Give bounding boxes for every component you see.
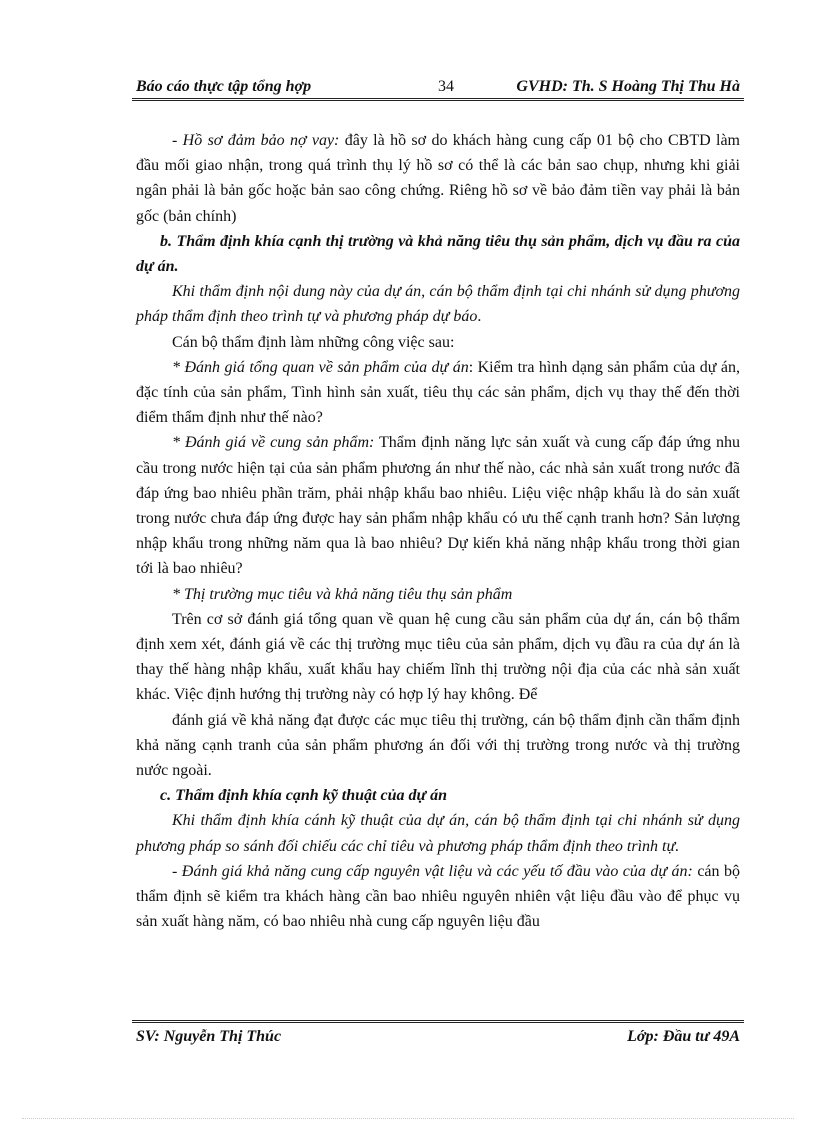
page-number: 34 [438, 78, 454, 95]
heading-c: c. Thẩm định khía cạnh kỹ thuật của dự án [160, 787, 447, 805]
supply-label: * Đánh giá về cung sản phẩm: [172, 434, 375, 452]
document-body [136, 128, 740, 935]
raw-materials-label: - Đánh giá khả năng cung cấp nguyên vật liệu và các yếu tố đầu vào của dự án: [172, 862, 693, 880]
heading-b: b. Thẩm định khía cạnh thị trường và khả năng tiêu thụ sản phẩm, dịch vụ đầu ra của dự án. [136, 232, 740, 276]
supply-text: Thẩm định năng lực sản xuất và cung cấp đáp ứng nhu cầu trong nước hiện tại của sản phẩm phương án như thế nào, các nhà sản xuất trong nước đã đáp ứng bao nhiêu phần trăm, phải nhập khẩu bao nhiêu. Liệu việc nhập khẩu là do sản xuất trong nước chưa đáp ứng được hay sản phẩm nhập khẩu có ưu thế cạnh tranh hơn? Sản lượng nhập khẩu trong những năm qua là bao nhiêu? Dự kiến khả năng nhập khẩu trong thời gian tới là bao nhiêu? [136, 434, 740, 578]
product-overview-label: * Đánh giá tổng quan về sản phẩm của dự án [172, 358, 469, 376]
page-edge-dots [22, 1118, 794, 1119]
market-intro-text: Khi thẩm định nội dung này của dự án, cán bộ thẩm định tại chi nhánh sử dụng phương pháp thẩm định theo trình tự và phương pháp dự báo [136, 283, 740, 326]
footer-divider [132, 1020, 744, 1023]
page-header [136, 66, 740, 96]
loan-security-text: đây là hồ sơ do khách hàng cung cấp 01 bộ cho CBTD làm đầu mối giao nhận, trong quá trình thụ lý hồ sơ có thể là các bản sao chụp, nhưng khi giải ngân phải là bản gốc hoặc bản sao công chứng. Riêng hồ sơ về bảo đảm tiền vay phải là bản gốc (bản chính) [136, 132, 740, 225]
paragraph-product-overview [136, 355, 740, 431]
paragraph-target-market: Trên cơ sở đánh giá tổng quan về quan hệ cung cầu sản phẩm của dự án, cán bộ thẩm định xem xét, đánh giá về các thị trường mục tiêu của sản phẩm, dịch vụ đầu ra của dự án là thay thế hàng nhập khẩu, xuất khẩu hay chiếm lĩnh thị trường nội địa của các nhà sản xuất khác. Việc định hướng thị trường này có hợp lý hay không. Để [136, 610, 740, 704]
paragraph-tasks-intro: Cán bộ thẩm định làm những công việc sau: [172, 333, 455, 351]
page-footer [136, 1026, 740, 1050]
paragraph-technical-intro: Khi thẩm định khía cánh kỹ thuật của dự án, cán bộ thẩm định tại chi nhánh sử dụng phương pháp so sánh đối chiếu các chỉ tiêu và phương pháp thẩm định theo trình tự. [136, 812, 740, 855]
header-supervisor: GVHD: Th. S Hoàng Thị Thu Hà [516, 78, 740, 95]
footer-class: Lớp: Đầu tư 49A [627, 1028, 740, 1045]
header-divider [132, 98, 744, 101]
product-overview-text: : Kiểm tra hình dạng sản phẩm của dự án, đặc tính của sản phẩm, Tình hình sản xuất, tiêu thụ các sản phẩm, dịch vụ thay thế đến thời điểm thẩm định như thế nào? [136, 358, 740, 427]
paragraph-market-intro [136, 279, 740, 329]
market-intro-period: . [477, 308, 482, 326]
paragraph-loan-security-docs [136, 128, 740, 229]
paragraph-raw-materials [136, 859, 740, 935]
paragraph-target-market-title: * Thị trường mục tiêu và khả năng tiêu thụ sản phẩm [172, 585, 513, 603]
loan-security-label: - Hồ sơ đảm bảo nợ vay: [172, 132, 340, 149]
paragraph-market-evaluation: đánh giá về khả năng đạt được các mục tiêu thị trường, cán bộ thẩm định cần thẩm định khả năng cạnh tranh của sản phẩm phương án đối với thị trường trong nước và thị trường nước ngoài. [136, 711, 740, 780]
header-report-title: Báo cáo thực tập tổng hợp [136, 78, 312, 95]
footer-student: SV: Nguyễn Thị Thúc [136, 1028, 282, 1045]
raw-materials-text: cán bộ thẩm định sẽ kiểm tra khách hàng cần bao nhiêu nguyên nhiên vật liệu đầu vào để phục vụ sản xuất hàng năm, có bao nhiêu nhà cung cấp nguyên liệu đầu [136, 862, 740, 931]
paragraph-supply [136, 430, 740, 581]
